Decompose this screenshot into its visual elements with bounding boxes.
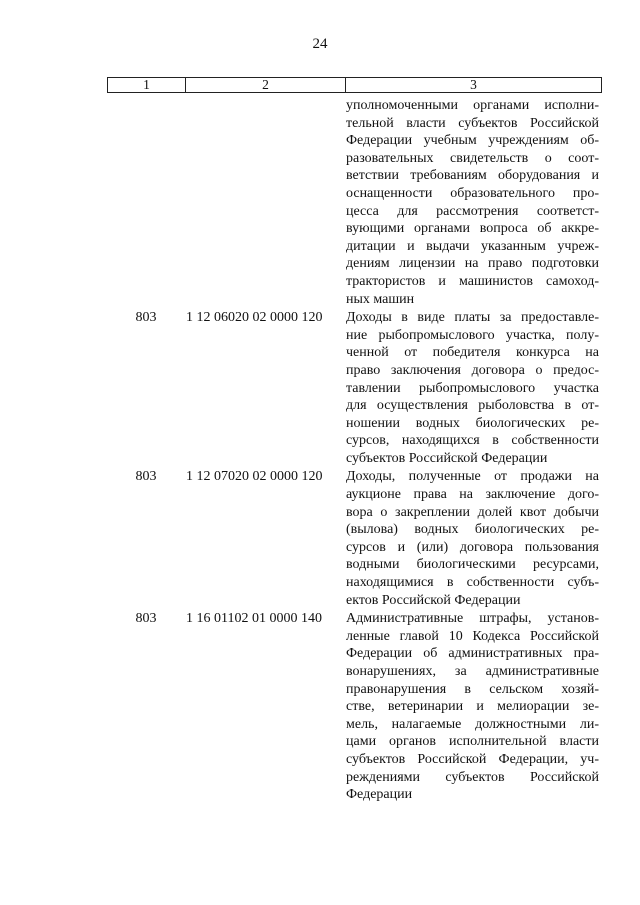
- description-line: разовательных свидетельств о соот-: [346, 150, 599, 166]
- description-line: оснащенности образовательного про-: [346, 185, 599, 201]
- description-line: тельной власти субъектов Российской: [346, 115, 599, 131]
- description-line: мель, налагаемые должностными ли-: [346, 716, 599, 732]
- description-line: вонарушениях, за административные: [346, 664, 599, 679]
- description-line: тавлении рыбопромыслового участка: [346, 380, 599, 396]
- description-line: стве, ветеринарии и мелиорации зе-: [346, 699, 599, 715]
- description-line: ных машин: [346, 291, 415, 307]
- description-line: Федерации об административных пра-: [346, 646, 599, 662]
- table-row: [0, 97, 640, 308]
- description-line: находящимися в собственности субъ-: [346, 575, 599, 591]
- description-line: право заключения договора о предос-: [346, 362, 599, 378]
- row-budget-code: 1 12 07020 02 0000 120: [186, 469, 323, 485]
- description-line: цесса для рассмотрения соответст-: [346, 203, 599, 219]
- table-row: [0, 610, 640, 804]
- page-number: 24: [312, 36, 328, 52]
- row-budget-code: 1 16 01102 01 0000 140: [186, 611, 322, 627]
- row-column-1: 803: [135, 469, 157, 485]
- description-line: цами органов исполнительной власти: [346, 734, 599, 750]
- description-line: дитации и выдачи указанным учреж-: [346, 238, 599, 254]
- description-line: ние рыбопромыслового участка, полу-: [346, 327, 599, 343]
- description-line: Доходы, полученные от продажи на: [346, 469, 599, 485]
- table-row: [0, 309, 640, 467]
- description-line: Доходы в виде платы за предоставле-: [346, 310, 599, 326]
- row-budget-code: 1 12 06020 02 0000 120: [186, 310, 323, 326]
- description-line: субъектов Российской Федерации: [346, 450, 548, 466]
- header-col-3: 3: [470, 77, 477, 92]
- table-header: [107, 77, 602, 93]
- description-line: трактористов и машинистов самоход-: [346, 273, 599, 289]
- description-line: вующими органами вопроса об аккре-: [346, 221, 599, 237]
- description-line: субъектов Российской Федерации, уч-: [346, 751, 599, 767]
- description-line: Федерации учебным учреждениям об-: [346, 133, 599, 149]
- description-line: ленные главой 10 Кодекса Российской: [346, 628, 599, 644]
- row-description: [346, 610, 599, 804]
- description-line: сурсов, находящихся в собственности: [346, 433, 599, 449]
- row-description: [346, 468, 599, 609]
- description-line: ношении водных биологических ре-: [346, 415, 599, 431]
- description-line: Административные штрафы, установ-: [346, 611, 599, 627]
- description-line: водными биологическими ресурсами,: [346, 557, 599, 573]
- description-line: для осуществления рыболовства в от-: [346, 398, 599, 414]
- row-column-1: 803: [135, 611, 157, 627]
- header-col-1: 1: [108, 78, 186, 92]
- description-line: уполномоченными органами исполни-: [346, 98, 599, 113]
- row-description: [346, 309, 599, 467]
- row-description: [346, 97, 599, 308]
- table-row: [0, 468, 640, 609]
- table-body: [0, 97, 640, 804]
- description-line: вора о закреплении долей квот добычи: [346, 504, 599, 520]
- description-line: правонарушения в сельском хозяй-: [346, 681, 599, 697]
- description-line: дениям лицензии на право подготовки: [346, 256, 599, 272]
- description-line: (вылова) водных биологических ре-: [346, 522, 599, 538]
- description-line: ектов Российской Федерации: [346, 592, 521, 608]
- description-line: ветствии требованиям оборудования и: [346, 168, 599, 184]
- description-line: ченной от победителя конкурса на: [346, 345, 599, 361]
- row-column-1: 803: [135, 310, 157, 326]
- description-line: Федерации: [346, 787, 413, 803]
- description-line: реждениями субъектов Российской: [346, 769, 599, 785]
- header-col-2: 2: [186, 78, 346, 92]
- description-line: аукционе права на заключение дого-: [346, 487, 599, 503]
- description-line: сурсов и (или) договора пользования: [346, 539, 599, 555]
